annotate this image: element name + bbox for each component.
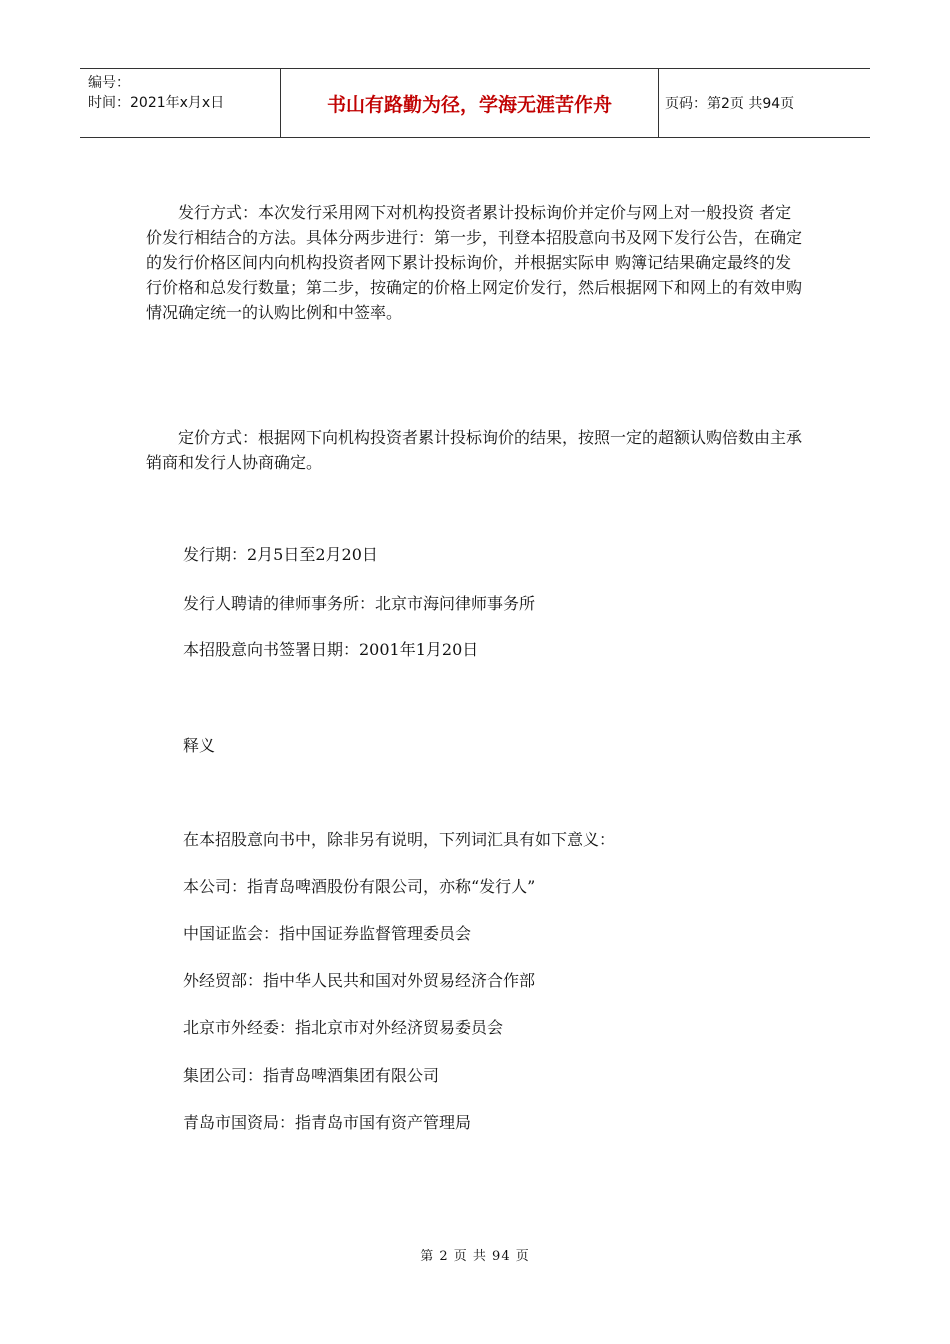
definition-item: 集团公司：指青岛啤酒集团有限公司 <box>183 1066 440 1085</box>
header-meta <box>80 69 281 137</box>
document-time: 时间：2021年x月x日 <box>88 95 225 111</box>
definition-item: 本公司：指青岛啤酒股份有限公司，亦称“发行人” <box>183 877 536 896</box>
sign-date: 本招股意向书签署日期：2001年1月20日 <box>183 640 479 659</box>
definition-item: 外经贸部：指中华人民共和国对外贸易经济合作部 <box>183 971 536 990</box>
definition-item: 青岛市国资局：指青岛市国有资产管理局 <box>183 1113 472 1132</box>
issue-method-paragraph: 发行方式：本次发行采用网下对机构投资者累计投标询价并定价与网上对一般投资 者定价发行相结合的方法。具体分两步进行：第一步，刊登本招股意向书及网下发行公告，在确定的发行价格区间内向机构投资者网下累计投标询价，并根据实际申 购簿记结果确定最终的发行价格和总发行数量；第二步，按确定的价格上网定价发行，然后根据网下和网上的有效申购情况确定统一的认购比例和中签率。 <box>146 203 803 322</box>
document-body <box>146 200 806 325</box>
law-firm: 发行人聘请的律师事务所：北京市海问律师事务所 <box>183 594 536 613</box>
definitions-heading: 释义 <box>183 736 216 755</box>
page-footer: 第 2 页 共 94 页 <box>420 1249 530 1264</box>
pricing-section <box>146 425 806 475</box>
page-header <box>80 68 870 138</box>
definitions-intro: 在本招股意向书中，除非另有说明，下列词汇具有如下意义： <box>183 830 616 849</box>
definition-item: 中国证监会：指中国证券监督管理委员会 <box>183 924 472 943</box>
definition-item: 北京市外经委：指北京市对外经济贸易委员会 <box>183 1018 504 1037</box>
document-number-label: 编号： <box>88 75 130 91</box>
header-page-info: 页码：第2页 共94页 <box>665 96 795 112</box>
pricing-method-paragraph: 定价方式：根据网下向机构投资者累计投标询价的结果，按照一定的超额认购倍数由主承销商和发行人协商确定。 <box>146 428 803 472</box>
issue-period: 发行期：2月5日至2月20日 <box>183 545 378 564</box>
header-motto: 书山有路勤为径，学海无涯苦作舟 <box>281 69 659 137</box>
